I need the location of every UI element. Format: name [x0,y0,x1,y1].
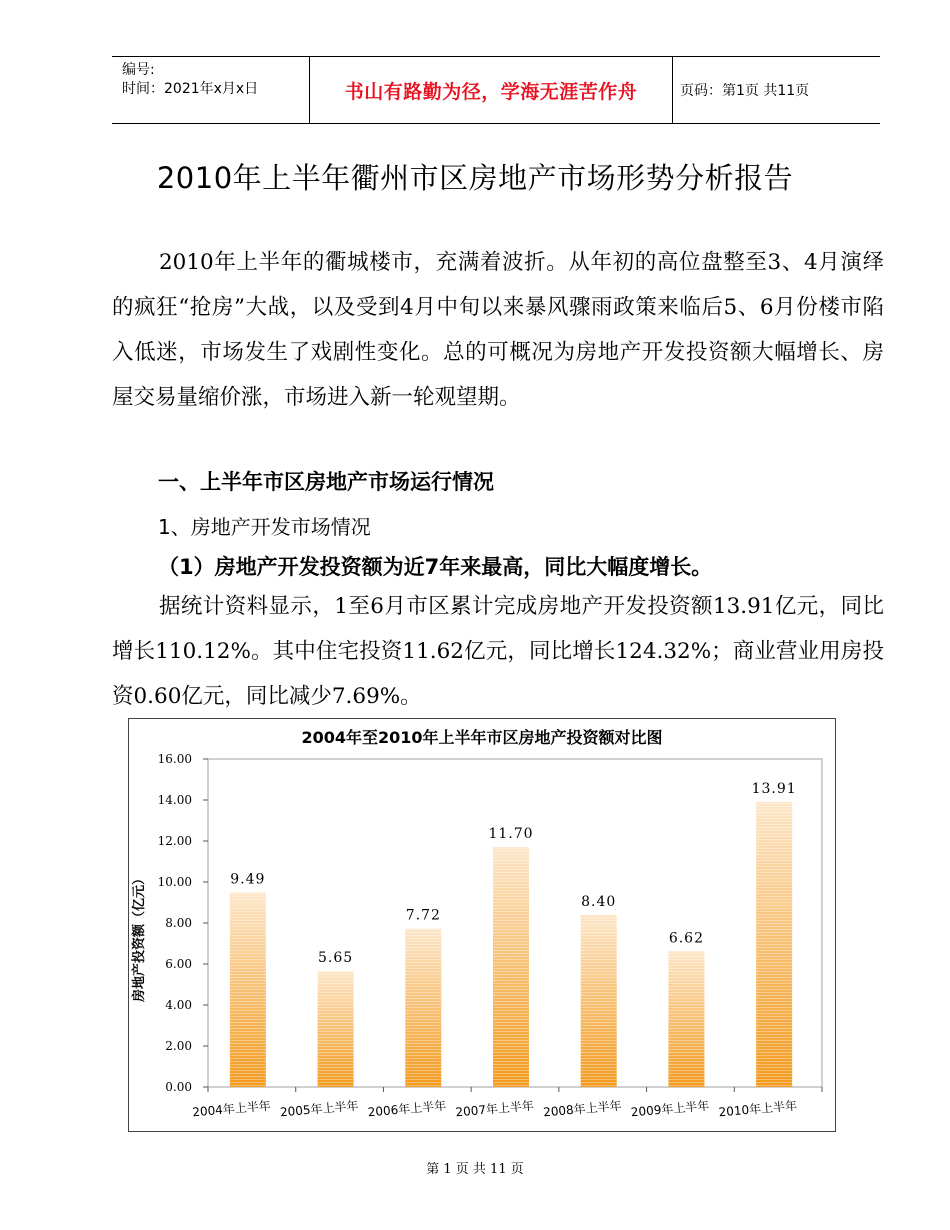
bar-texture [668,951,704,1087]
y-axis-label: 房地产投资额（亿元） [132,871,147,1003]
y-tick-label: 6.00 [165,957,192,971]
bar-texture [318,971,354,1087]
x-category-label: 2009年上半年 [630,1098,710,1120]
y-tick-label: 2.00 [165,1039,192,1053]
bar-texture [230,892,266,1087]
x-category-label: 2004年上半年 [191,1098,272,1120]
bar-value-label: 9.49 [230,871,266,888]
header-info-cell [112,57,309,123]
investment-chart [128,718,836,1132]
section-heading: 一、上半年市区房地产市场运行情况 [158,470,494,494]
intro-paragraph: 2010年上半年的衢城楼市，充满着波折。从年初的高位盘整至3、4月演绎的疯狂“抢房”大战，以及受到4月中旬以来暴风骤雨政策来临后5、6月份楼市陷入低迷，市场发生了戏剧性变化。总的可概况为房地产开发投资额大幅增长、房屋交易量缩价涨，市场进入新一轮观望期。 [112,250,884,410]
document-time-label: 时间：2021年x月x日 [122,81,259,97]
y-tick-label: 8.00 [165,916,192,930]
bar-texture [405,929,441,1087]
page-footer: 第 1 页 共 11 页 [426,1162,524,1177]
x-category-label: 2008年上半年 [542,1098,623,1120]
header-page-number: 页码：第1页 共11页 [680,83,810,99]
bar-texture [581,915,617,1087]
header-motto: 书山有路勤为径，学海无涯苦作舟 [344,81,638,103]
header-page-cell [672,57,880,123]
x-category-label: 2007年上半年 [454,1098,535,1120]
x-category-label: 2005年上半年 [279,1098,359,1120]
header-motto-cell [309,57,673,123]
x-category-label: 2006年上半年 [367,1098,447,1120]
subsubsection-heading: （1）房地产开发投资额为近7年来最高，同比大幅度增长。 [158,555,713,579]
chart-title: 2004年至2010年上半年市区房地产投资额对比图 [301,728,663,747]
document-number-label: 编号: [122,62,155,78]
bar-value-label: 13.91 [751,780,797,797]
document-title: 2010年上半年衢州市区房地产市场形势分析报告 [156,161,794,195]
y-tick-label: 16.00 [157,752,192,766]
chart-plot [129,719,835,1131]
bar-value-label: 5.65 [317,950,354,967]
bar-texture [756,802,792,1087]
y-tick-label: 12.00 [157,834,192,848]
bar-value-label: 11.70 [488,826,534,843]
y-tick-label: 4.00 [165,998,192,1012]
investment-paragraph: 据统计资料显示，1至6月市区累计完成房地产开发投资额13.91亿元，同比增长110.12%。其中住宅投资11.62亿元，同比增长124.32%；商业营业用房投资0.60亿元，同比减少7.69%。 [112,594,884,709]
bar-value-label: 7.72 [405,907,441,924]
y-tick-label: 10.00 [157,875,192,889]
y-tick-label: 0.00 [165,1080,192,1094]
subsection-heading: 1、房地产开发市场情况 [158,515,371,539]
bar-value-label: 6.62 [668,930,705,947]
bar-value-label: 8.40 [581,893,617,910]
header-table [112,56,880,124]
bar-texture [493,847,529,1087]
x-category-label: 2010年上半年 [718,1098,798,1120]
y-tick-label: 14.00 [157,793,192,807]
